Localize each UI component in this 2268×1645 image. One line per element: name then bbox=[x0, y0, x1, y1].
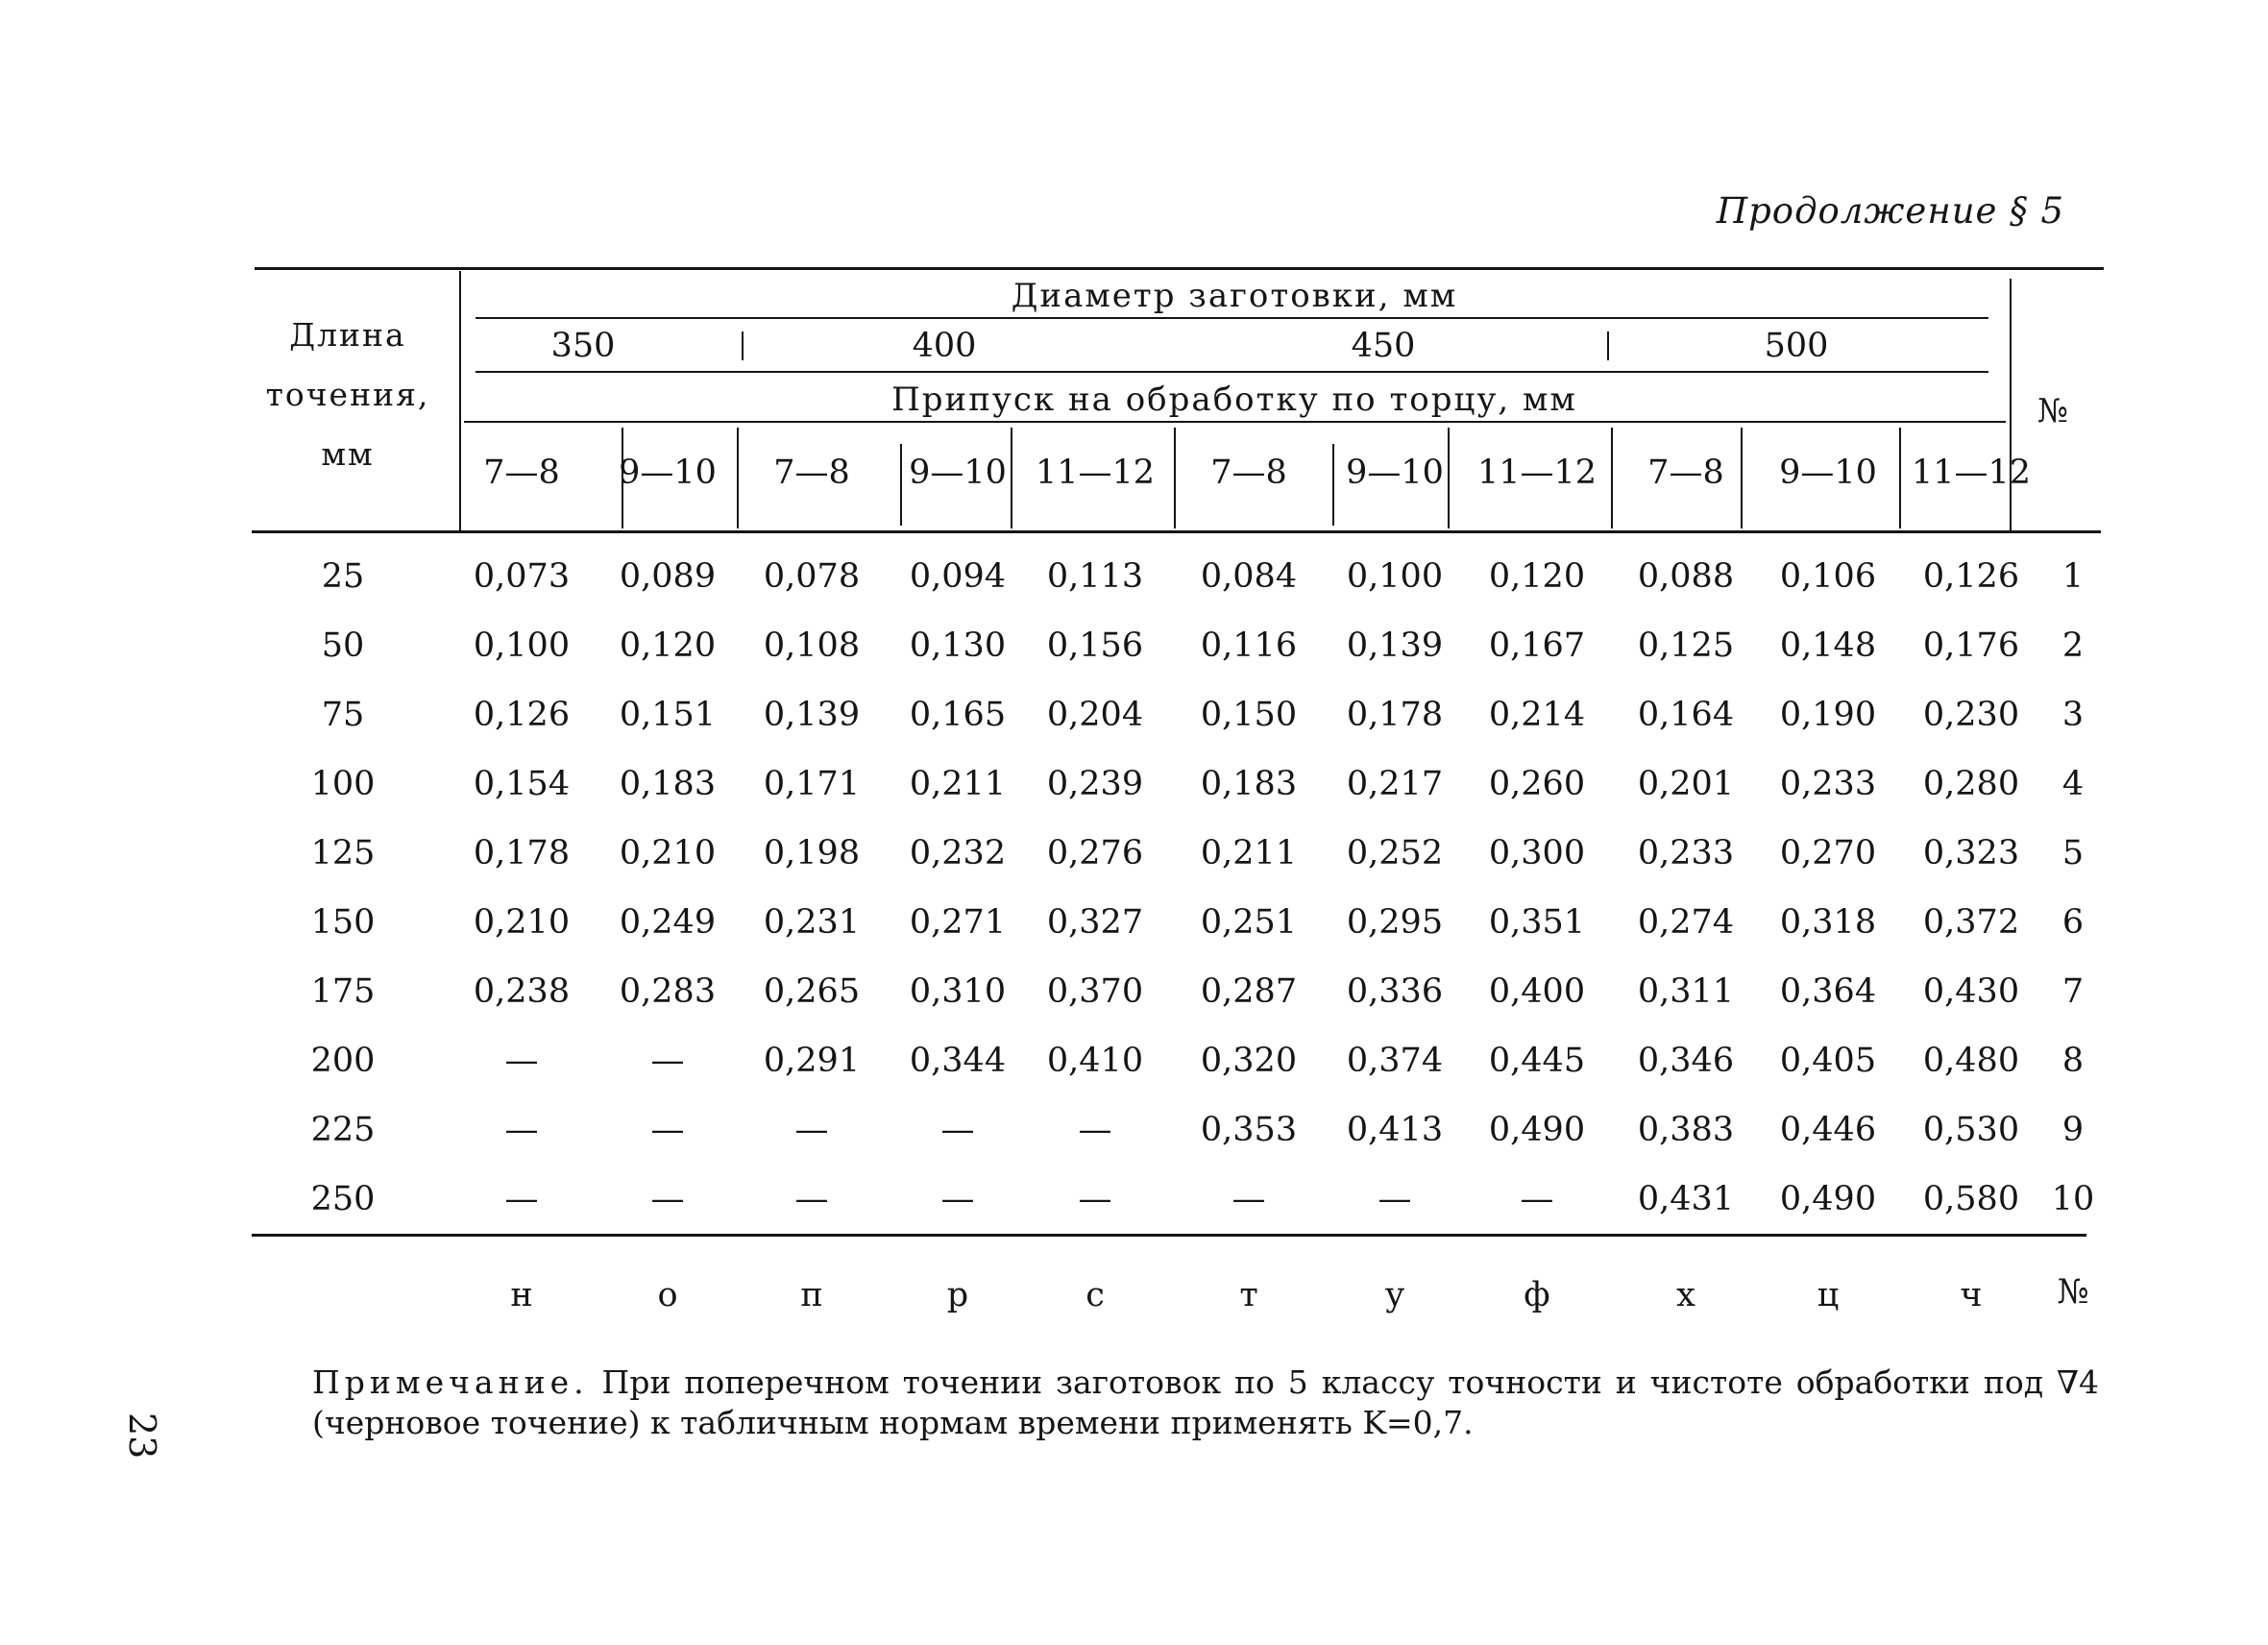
table-note bbox=[312, 1363, 2099, 1443]
col-sep-3 bbox=[900, 444, 902, 526]
table-cell: 0,176 bbox=[1922, 626, 2020, 665]
diameter-450: 450 bbox=[1351, 327, 1416, 365]
row-number: 9 bbox=[2061, 1111, 2085, 1149]
table-cell: 0,233 bbox=[1637, 834, 1735, 872]
table-cell: 0,154 bbox=[473, 765, 571, 803]
table-cell: 0,211 bbox=[909, 765, 1007, 803]
diameter-350: 350 bbox=[550, 327, 616, 365]
table-cell: 0,151 bbox=[619, 696, 717, 734]
allowance-value-7: 9—10 bbox=[1346, 454, 1444, 492]
table-cell: 0,239 bbox=[1046, 765, 1144, 803]
column-letter: ч bbox=[1960, 1276, 1983, 1314]
table-cell: 0,271 bbox=[909, 903, 1007, 942]
table-cell: — bbox=[650, 1111, 685, 1149]
header-bottom-rule bbox=[252, 530, 2101, 533]
table-cell: 0,150 bbox=[1200, 696, 1298, 734]
table-cell: — bbox=[1520, 1180, 1554, 1218]
row-length: 175 bbox=[310, 972, 376, 1011]
column-letter: р bbox=[946, 1276, 969, 1314]
table-cell: 0,490 bbox=[1488, 1111, 1586, 1149]
table-cell: 0,431 bbox=[1637, 1180, 1735, 1218]
col-sep-5 bbox=[1174, 428, 1176, 528]
table-cell: — bbox=[504, 1111, 539, 1149]
allowance-value-8: 11—12 bbox=[1476, 454, 1597, 492]
table-cell: 0,283 bbox=[619, 972, 717, 1011]
row-length: 25 bbox=[321, 557, 365, 596]
col-sep-10 bbox=[1899, 428, 1901, 528]
table-cell: 0,130 bbox=[909, 626, 1007, 665]
table-cell: 0,364 bbox=[1779, 972, 1877, 1011]
row-number: 5 bbox=[2061, 834, 2085, 872]
table-cell: 0,370 bbox=[1046, 972, 1144, 1011]
table-cell: 0,113 bbox=[1046, 557, 1144, 596]
allowance-value-1: 7—8 bbox=[483, 454, 560, 492]
table-cell: — bbox=[504, 1042, 539, 1080]
page-number: 23 bbox=[121, 1412, 163, 1460]
table-cell: 0,374 bbox=[1346, 1042, 1444, 1080]
allowance-rule bbox=[464, 421, 2006, 423]
stub-line-3: мм bbox=[321, 435, 375, 473]
table-cell: 0,446 bbox=[1779, 1111, 1877, 1149]
table-cell: 0,295 bbox=[1346, 903, 1444, 942]
diameter-heading: Диаметр заготовки, мм bbox=[1011, 277, 1458, 315]
table-cell: 0,346 bbox=[1637, 1042, 1735, 1080]
diameter-rule bbox=[476, 317, 1988, 319]
stub-line-2: точения, bbox=[265, 376, 430, 413]
table-cell: 0,094 bbox=[909, 557, 1007, 596]
table-cell: 0,291 bbox=[763, 1042, 861, 1080]
table-cell: 0,490 bbox=[1779, 1180, 1877, 1218]
col-sep-2 bbox=[737, 428, 739, 528]
allowance-value-4: 9—10 bbox=[909, 454, 1007, 492]
table-cell: 0,265 bbox=[763, 972, 861, 1011]
allowance-value-5: 11—12 bbox=[1035, 454, 1156, 492]
diameter-500: 500 bbox=[1764, 327, 1829, 365]
table-cell: 0,078 bbox=[763, 557, 861, 596]
table-cell: 0,231 bbox=[763, 903, 861, 942]
table-cell: 0,276 bbox=[1046, 834, 1144, 872]
table-cell: 0,183 bbox=[619, 765, 717, 803]
table-cell: 0,210 bbox=[473, 903, 571, 942]
col-sep-9 bbox=[1741, 428, 1743, 528]
stub-header bbox=[252, 306, 444, 484]
table-cell: 0,139 bbox=[763, 696, 861, 734]
table-cell: 0,108 bbox=[763, 626, 861, 665]
table-cell: — bbox=[1378, 1180, 1412, 1218]
table-cell: 0,280 bbox=[1922, 765, 2020, 803]
table-cell: 0,232 bbox=[909, 834, 1007, 872]
no-divider bbox=[2010, 279, 2012, 530]
table-cell: 0,274 bbox=[1637, 903, 1735, 942]
table-cell: 0,088 bbox=[1637, 557, 1735, 596]
row-length: 150 bbox=[310, 903, 376, 942]
table-cell: — bbox=[650, 1180, 685, 1218]
col-sep-4 bbox=[1011, 428, 1012, 528]
column-letter: т bbox=[1239, 1276, 1258, 1314]
no-header: № bbox=[2036, 392, 2071, 430]
table-cell: 0,530 bbox=[1922, 1111, 2020, 1149]
table-cell: 0,126 bbox=[1922, 557, 2020, 596]
col-sep-7 bbox=[1448, 428, 1450, 528]
table-cell: 0,084 bbox=[1200, 557, 1298, 596]
note-lead: Примечание. bbox=[312, 1363, 589, 1401]
table-cell: — bbox=[794, 1111, 829, 1149]
table-cell: 0,210 bbox=[619, 834, 717, 872]
table-cell: — bbox=[940, 1180, 975, 1218]
table-cell: 0,251 bbox=[1200, 903, 1298, 942]
table-cell: 0,178 bbox=[1346, 696, 1444, 734]
column-letter: х bbox=[1676, 1276, 1695, 1314]
table-cell: 0,164 bbox=[1637, 696, 1735, 734]
diam-sep-3 bbox=[1607, 331, 1609, 360]
stub-divider bbox=[459, 271, 461, 530]
table-cell: 0,323 bbox=[1922, 834, 2020, 872]
table-cell: 0,106 bbox=[1779, 557, 1877, 596]
allowance-value-3: 7—8 bbox=[773, 454, 850, 492]
column-letter: п bbox=[800, 1276, 823, 1314]
table-cell: 0,204 bbox=[1046, 696, 1144, 734]
row-number: 10 bbox=[2051, 1180, 2095, 1218]
table-cell: 0,336 bbox=[1346, 972, 1444, 1011]
allowance-heading: Припуск на обработку по торцу, мм bbox=[891, 381, 1577, 419]
table-cell: 0,310 bbox=[909, 972, 1007, 1011]
table-cell: — bbox=[940, 1111, 975, 1149]
table-cell: 0,445 bbox=[1488, 1042, 1586, 1080]
row-number: 8 bbox=[2061, 1042, 2085, 1080]
table-cell: 0,100 bbox=[1346, 557, 1444, 596]
row-length: 125 bbox=[310, 834, 376, 872]
column-letter: н bbox=[510, 1276, 533, 1314]
table-cell: — bbox=[1078, 1180, 1112, 1218]
column-letter: о bbox=[657, 1276, 678, 1314]
table-cell: 0,318 bbox=[1779, 903, 1877, 942]
table-cell: 0,480 bbox=[1922, 1042, 2020, 1080]
table-cell: — bbox=[650, 1042, 685, 1080]
col-sep-6 bbox=[1332, 444, 1334, 526]
table-cell: 0,249 bbox=[619, 903, 717, 942]
table-cell: — bbox=[794, 1180, 829, 1218]
table-cell: 0,344 bbox=[909, 1042, 1007, 1080]
allowance-value-2: 9—10 bbox=[619, 454, 717, 492]
table-cell: 0,198 bbox=[763, 834, 861, 872]
row-length: 200 bbox=[310, 1042, 376, 1080]
column-letter-no: № bbox=[2057, 1273, 2089, 1312]
table-cell: 0,410 bbox=[1046, 1042, 1144, 1080]
table-cell: 0,148 bbox=[1779, 626, 1877, 665]
table-cell: 0,230 bbox=[1922, 696, 2020, 734]
table-cell: 0,214 bbox=[1488, 696, 1586, 734]
table-bottom-rule bbox=[252, 1234, 2086, 1237]
table-cell: 0,167 bbox=[1488, 626, 1586, 665]
table-cell: 0,580 bbox=[1922, 1180, 2020, 1218]
table-cell: 0,211 bbox=[1200, 834, 1298, 872]
table-cell: 0,217 bbox=[1346, 765, 1444, 803]
table-cell: 0,190 bbox=[1779, 696, 1877, 734]
allowance-value-6: 7—8 bbox=[1210, 454, 1287, 492]
note-text: При поперечном точении заготовок по 5 классу точности и чистоте обработки под ∇4 (черновое точение) к табличным нормам времени применять K=0,7. bbox=[312, 1363, 2099, 1441]
allowance-value-11: 11—12 bbox=[1911, 454, 2032, 492]
row-number: 4 bbox=[2061, 765, 2085, 803]
table-top-rule bbox=[255, 267, 2104, 270]
table-cell: 0,126 bbox=[473, 696, 571, 734]
row-number: 2 bbox=[2061, 626, 2085, 665]
row-length: 225 bbox=[310, 1111, 376, 1149]
column-letter: с bbox=[1085, 1276, 1105, 1314]
diameters-bottom-rule bbox=[476, 371, 1988, 373]
column-letter: ф bbox=[1524, 1276, 1550, 1314]
col-sep-8 bbox=[1611, 428, 1613, 528]
table-cell: 0,125 bbox=[1637, 626, 1735, 665]
table-cell: 0,233 bbox=[1779, 765, 1877, 803]
table-cell: 0,116 bbox=[1200, 626, 1298, 665]
allowance-value-10: 9—10 bbox=[1779, 454, 1877, 492]
table-cell: 0,413 bbox=[1346, 1111, 1444, 1149]
row-length: 50 bbox=[321, 626, 365, 665]
table-cell: 0,320 bbox=[1200, 1042, 1298, 1080]
stub-line-1: Длина bbox=[289, 316, 406, 354]
row-length: 75 bbox=[321, 696, 365, 734]
table-cell: 0,201 bbox=[1637, 765, 1735, 803]
allowance-value-9: 7—8 bbox=[1647, 454, 1724, 492]
table-cell: 0,260 bbox=[1488, 765, 1586, 803]
table-cell: 0,430 bbox=[1922, 972, 2020, 1011]
table-cell: 0,383 bbox=[1637, 1111, 1735, 1149]
diam-sep-1 bbox=[742, 331, 744, 360]
table-cell: 0,171 bbox=[763, 765, 861, 803]
continuation-caption: Продолжение § 5 bbox=[1716, 190, 2064, 232]
table-cell: 0,372 bbox=[1922, 903, 2020, 942]
table-cell: 0,139 bbox=[1346, 626, 1444, 665]
table-cell: 0,165 bbox=[909, 696, 1007, 734]
table-cell: 0,120 bbox=[619, 626, 717, 665]
row-length: 250 bbox=[310, 1180, 376, 1218]
table-cell: 0,156 bbox=[1046, 626, 1144, 665]
table-cell: 0,252 bbox=[1346, 834, 1444, 872]
row-length: 100 bbox=[310, 765, 376, 803]
table-cell: 0,183 bbox=[1200, 765, 1298, 803]
column-letter: у bbox=[1384, 1276, 1405, 1314]
table-cell: 0,400 bbox=[1488, 972, 1586, 1011]
table-cell: 0,073 bbox=[473, 557, 571, 596]
row-number: 7 bbox=[2061, 972, 2085, 1011]
table-cell: — bbox=[1232, 1180, 1266, 1218]
table-cell: 0,270 bbox=[1779, 834, 1877, 872]
row-number: 3 bbox=[2061, 696, 2085, 734]
table-cell: 0,300 bbox=[1488, 834, 1586, 872]
table-cell: 0,353 bbox=[1200, 1111, 1298, 1149]
row-number: 6 bbox=[2061, 903, 2085, 942]
table-cell: — bbox=[504, 1180, 539, 1218]
diameter-400: 400 bbox=[912, 327, 977, 365]
table-cell: 0,351 bbox=[1488, 903, 1586, 942]
table-cell: 0,311 bbox=[1637, 972, 1735, 1011]
table-cell: — bbox=[1078, 1111, 1112, 1149]
row-number: 1 bbox=[2061, 557, 2085, 596]
table-cell: 0,327 bbox=[1046, 903, 1144, 942]
table-cell: 0,287 bbox=[1200, 972, 1298, 1011]
table-cell: 0,120 bbox=[1488, 557, 1586, 596]
table-cell: 0,178 bbox=[473, 834, 571, 872]
table-cell: 0,089 bbox=[619, 557, 717, 596]
table-cell: 0,405 bbox=[1779, 1042, 1877, 1080]
table-cell: 0,238 bbox=[473, 972, 571, 1011]
column-letter: ц bbox=[1817, 1276, 1840, 1314]
table-cell: 0,100 bbox=[473, 626, 571, 665]
